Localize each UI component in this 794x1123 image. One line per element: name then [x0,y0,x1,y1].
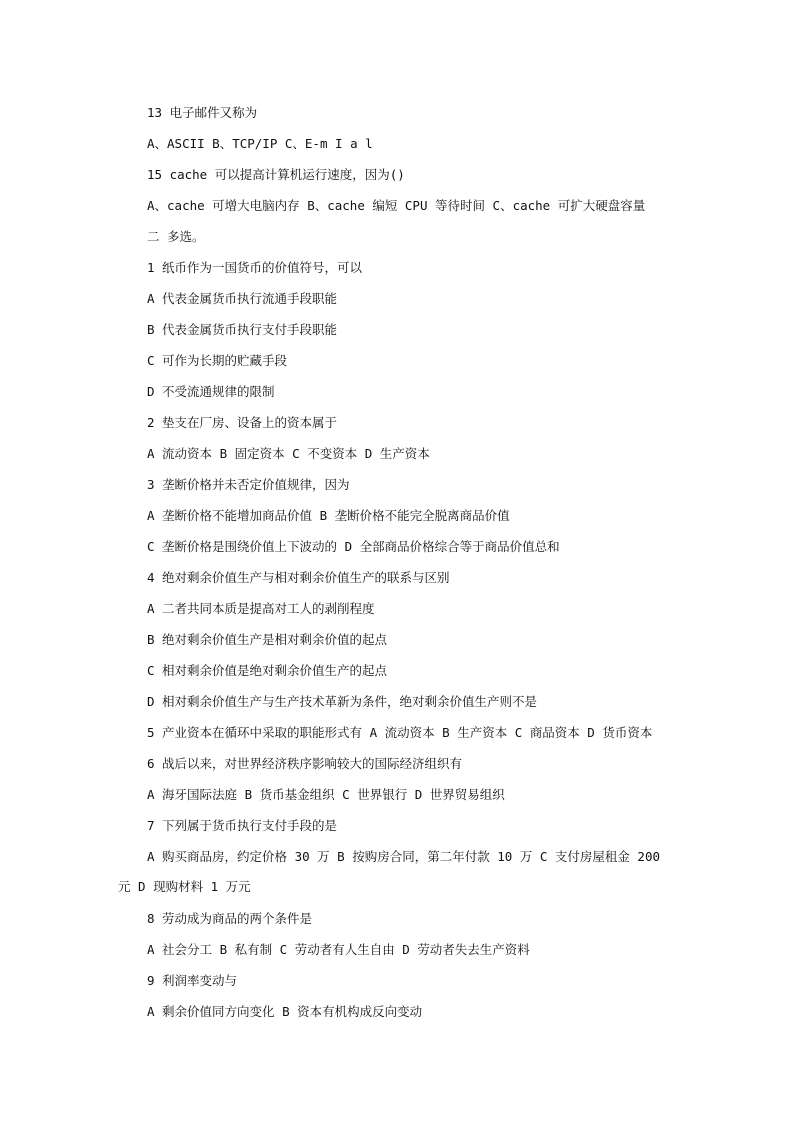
question-1-option-d: D 不受流通规律的限制 [147,384,275,399]
question-15: 15 cache 可以提高计算机运行速度，因为() [147,167,405,182]
question-1-option-b: B 代表金属货币执行支付手段职能 [147,322,338,337]
question-1: 1 纸币作为一国货币的价值符号，可以 [147,260,363,275]
question-8: 8 劳动成为商品的两个条件是 [147,911,313,926]
question-9-options: A 剩余价值同方向变化 B 资本有机构成反向变动 [147,1004,423,1019]
question-3-options-ab: A 垄断价格不能增加商品价值 B 垄断价格不能完全脱离商品价值 [147,508,510,523]
question-15-options: A、cache 可增大电脑内存 B、cache 编短 CPU 等待时间 C、cache 可扩大硬盘容量 [147,198,646,213]
question-6: 6 战后以来，对世界经济秩序影响较大的国际经济组织有 [147,756,463,771]
question-2: 2 垫支在厂房、设备上的资本属于 [147,415,338,430]
question-13-options: A、ASCII B、TCP/IP C、E-m I a l [147,136,373,151]
question-7-options: A 购买商品房，约定价格 30 万 B 按购房合同，第二年付款 10 万 C 支付房屋租金 200 元 D 现购材料 1 万元 [118,849,661,894]
question-6-options: A 海牙国际法庭 B 货币基金组织 C 世界银行 D 世界贸易组织 [147,787,505,802]
question-13: 13 电子邮件又称为 [147,105,258,120]
question-5: 5 产业资本在循环中采取的职能形式有 A 流动资本 B 生产资本 C 商品资本 D 货币资本 [147,725,653,740]
question-1-option-c: C 可作为长期的贮藏手段 [147,353,288,368]
section-heading-multiple-choice: 二 多选。 [147,229,205,244]
question-4-option-a: A 二者共同本质是提高对工人的剥削程度 [147,601,375,616]
question-9: 9 利润率变动与 [147,973,238,988]
question-4: 4 绝对剩余价值生产与相对剩余价值生产的联系与区别 [147,570,450,585]
question-2-options: A 流动资本 B 固定资本 C 不变资本 D 生产资本 [147,446,430,461]
question-4-option-b: B 绝对剩余价值生产是相对剩余价值的起点 [147,632,388,647]
question-3: 3 垄断价格并未否定价值规律，因为 [147,477,350,492]
question-3-options-cd: C 垄断价格是围绕价值上下波动的 D 全部商品价格综合等于商品价值总和 [147,539,560,554]
question-1-option-a: A 代表金属货币执行流通手段职能 [147,291,338,306]
question-7: 7 下列属于货币执行支付手段的是 [147,818,338,833]
question-4-option-d: D 相对剩余价值生产与生产技术革新为条件，绝对剩余价值生产则不是 [147,694,538,709]
question-4-option-c: C 相对剩余价值是绝对剩余价值生产的起点 [147,663,388,678]
question-8-options: A 社会分工 B 私有制 C 劳动者有人生自由 D 劳动者失去生产资料 [147,942,530,957]
